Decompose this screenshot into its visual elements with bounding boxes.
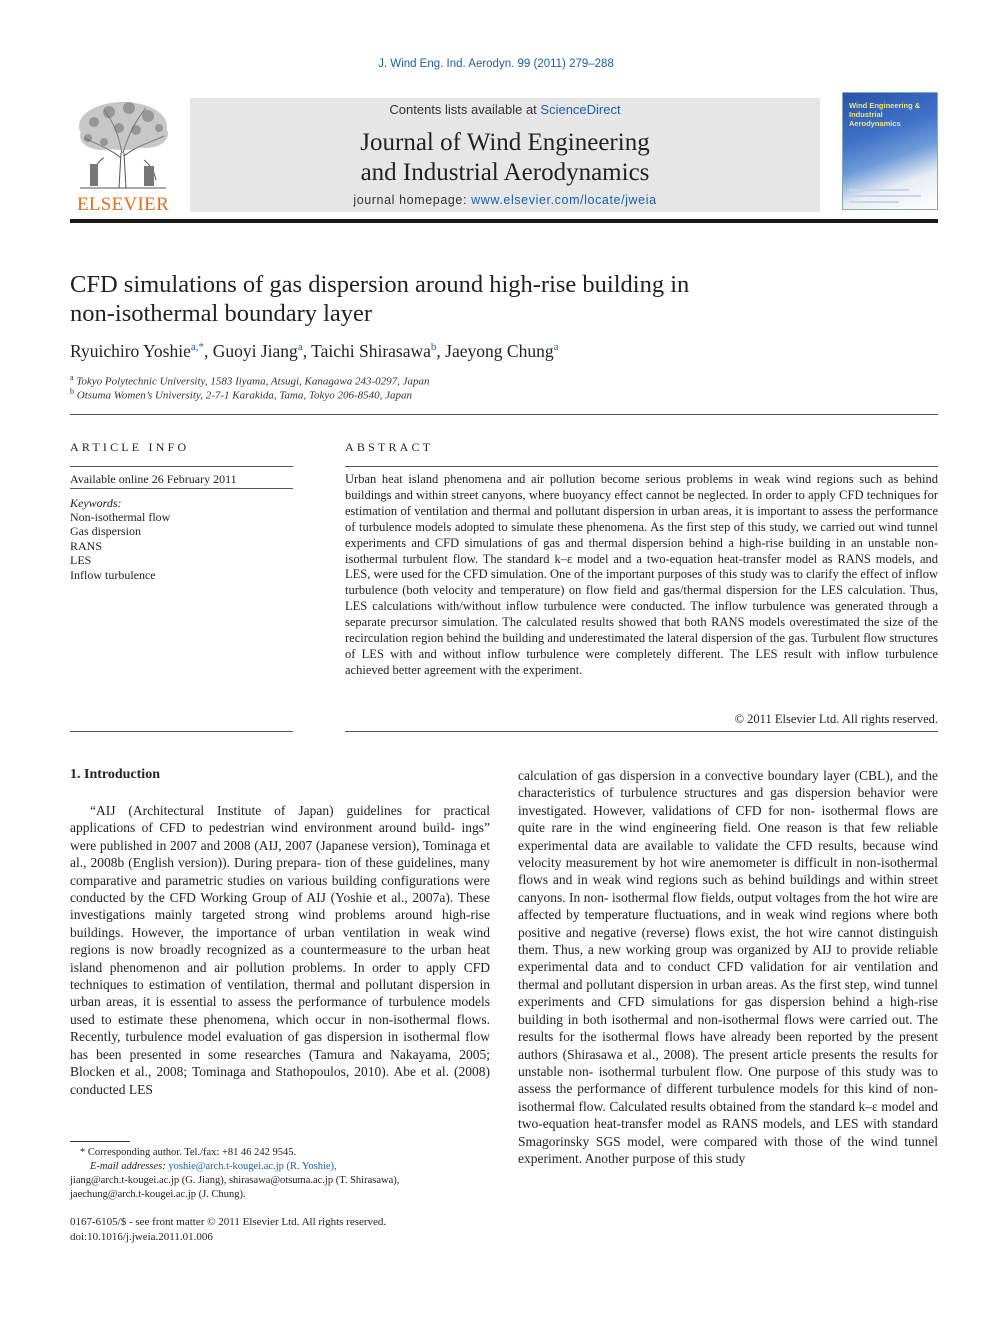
keywords-label: Keywords: (70, 496, 122, 510)
body-line: anemometer is difficult in non-isothermal flows and in weak wind (518, 855, 939, 888)
author-separator: , (203, 341, 213, 361)
abstract-line: the CFD simulation. One of the important purposes of this study was to clarify the effect of inflow (444, 567, 939, 582)
abstract-line: Urban heat island phenomena and air pollution become serious problems in weak wind regions such as (345, 472, 899, 486)
body-line: isothermal flows are quite rare in the wind engineering field. One (518, 802, 939, 836)
affiliation-text: Otsuma Women’s University, 2-7-1 Karakida, Tama, Tokyo 206-8540, Japan (76, 389, 413, 402)
body-line: dispersion in urban areas, it is essential to assess the performance of (70, 977, 491, 1010)
affiliation-text: Tokyo Polytechnic University, 1583 Iiyama, Atsugi, Kanagawa 243-0297, Japan (76, 375, 430, 388)
footnote-rule (70, 1141, 130, 1142)
keyword: RANS (70, 538, 103, 553)
body-line: researches (Tamura and Nakayama, 2005; Blocken et al., 2008; (70, 1046, 491, 1080)
contents-prefix: Contents lists available at (389, 102, 541, 117)
elsevier-logo[interactable] (70, 98, 176, 215)
author-separator: , (302, 341, 312, 361)
body-line: the performance of different turbulence models for this kind of non- (555, 1081, 938, 1097)
tree-logo-icon (74, 98, 172, 190)
journal-name-line1: Journal of Wind Engineering (360, 129, 650, 156)
body-line: Working Group of AIJ (Yoshie et al., 2007a). These investigations (70, 890, 490, 923)
body-line: positive and negative (reverse) flows exist, the hot wire cannot (518, 924, 874, 940)
keyword: Gas dispersion (70, 524, 141, 539)
body-line: isothermal flow. Calculated results obtained from the standard k–ε (518, 1098, 878, 1114)
body-line: “AIJ (Architectural Institute of Japan) guidelines for practical (90, 803, 490, 818)
body-line: mainly targeted strong wind problems around high-rise buildings. (70, 907, 490, 940)
author-name[interactable]: Taichi Shirasawa (311, 341, 431, 361)
cover-decor-line (849, 195, 921, 197)
cover-decor-line (849, 201, 899, 203)
email-link[interactable]: jiang@arch.t-kougei.ac.jp (G. Jiang), shirasawa@otsuma.ac.jp (T. Shirasawa), (70, 1175, 400, 1186)
abstract-line: thermal dispersion behind a high-rise building in an unstable non-isothermal turbulent flow. The (345, 535, 938, 566)
email-addresses (70, 1160, 500, 1174)
abstract-rule (345, 466, 938, 467)
author-affiliation-marker[interactable]: a (297, 341, 303, 354)
keyword: LES (70, 553, 92, 568)
introduction-right-column (518, 767, 938, 1167)
abstract-line: that both RANS models overestimated the size of the recirculation region behind the building and (345, 615, 938, 646)
body-line: applications of CFD to pedestrian wind environment around build- (70, 820, 456, 836)
article-title (70, 270, 870, 328)
body-line: by temperature fluctuations, and in weak wind regions where both (566, 907, 938, 923)
abstract-line: standard k–ε model and a two-equation heat-transfer model as RANS models, and LES, were used for (345, 551, 939, 582)
author-affiliation-marker[interactable]: b (430, 341, 437, 354)
article-info-heading: ARTICLE INFO (70, 440, 190, 454)
journal-homepage (190, 193, 820, 207)
body-line: turbulence models used to estimate these phenomena, which occur (70, 994, 490, 1027)
body-line: provide reliable experimental data and to conduct CFD validation for (518, 942, 939, 975)
body-line: the CFD results, because wind velocity measurement by hot wire (518, 837, 938, 871)
abstract-line: calculation. Thus, LES calculations with/without inflow turbulence were conducted. The inflow (345, 583, 939, 614)
body-line: non-isothermal flows were carried out. The results for the isothermal (518, 1011, 939, 1045)
abstract-line: turbulence (both velocity and temperature) on flow field and gas/thermal dispersion for the LES (345, 583, 844, 598)
abstract-heading: ABSTRACT (345, 440, 434, 454)
homepage-link[interactable]: www.elsevier.com/locate/jweia (471, 193, 657, 207)
body-line: those of the wind tunnel experiment. Another purpose of this study (518, 1133, 939, 1166)
body-line: air ventilation and thermal and pollutant dispersion in urban areas. (518, 959, 939, 992)
article-info-rule (70, 466, 293, 467)
author-affiliation-marker[interactable]: a (553, 341, 559, 354)
body-line: gas dispersion behind a high-rise building in both isothermal and (518, 994, 939, 1027)
article-title-line1: CFD simulations of gas dispersion around high-rise building in (70, 271, 690, 298)
corresponding-author-note: * Corresponding author. Tel./fax: +81 46 242 9545. (80, 1147, 297, 1158)
body-line: distinguish them. Thus, a new working group was organized by AIJ to (518, 924, 938, 958)
body-line: However, the importance of urban ventilation in weak wind regions (70, 924, 491, 958)
body-line: gas dispersion in isothermal flow has been presented in some (70, 1029, 491, 1062)
keyword: Non-isothermal flow (70, 510, 171, 524)
article-title-line2: non-isothermal boundary layer (70, 300, 373, 327)
cover-title: Wind Engineering & Industrial Aerodynamics (849, 101, 921, 128)
abstract-line: turbulence was generated through a separate precursor simulation. The calculated results showed (345, 599, 938, 630)
affiliation (70, 373, 930, 388)
doi-link[interactable]: doi:10.1016/j.jweia.2011.01.006 (70, 1231, 213, 1243)
email-link[interactable]: yoshie@arch.t-kougei.ac.jp (R. Yoshie), (168, 1161, 337, 1172)
abstract-line: behind buildings and within street canyons, where buoyancy effect cannot be neglected. In order to (345, 472, 939, 502)
sciencedirect-link[interactable]: ScienceDirect (540, 102, 621, 117)
author-name[interactable]: Ryuichiro Yoshie (70, 341, 191, 361)
author-list (70, 341, 930, 362)
keyword: Inflow turbulence (70, 567, 156, 582)
body-line: isothermal turbulent flow. One purpose of this study was to assess (518, 1063, 939, 1097)
header-divider (70, 414, 938, 415)
abstract-copyright: © 2011 Elsevier Ltd. All rights reserved. (734, 712, 938, 726)
body-line: ings” were published in 2007 and 2008 (AIJ, 2007 (Japanese (70, 820, 491, 853)
journal-band (190, 98, 820, 212)
contents-line (190, 102, 820, 117)
body-line: reason is that few reliable experimental data are available to validate (518, 820, 938, 853)
body-line: calculation of gas dispersion in a convective boundary layer (CBL), (518, 768, 894, 783)
abstract-line: inflow turbulence were completely different. The LES result with inflow turbulence achieved better (345, 646, 938, 677)
body-line: regions such as behind buildings and within street canyons. In non- (518, 872, 939, 905)
abstract-rule (345, 731, 938, 732)
abstract-body (345, 472, 938, 679)
journal-name (190, 128, 820, 188)
publisher-name: ELSEVIER (76, 194, 170, 215)
body-line: isothermal flow fields, output voltages from the hot wire are affected (518, 889, 939, 923)
abstract-line: apply CFD techniques for estimation of ventilation and thermal and pollutant dispersion in urban areas, (345, 487, 938, 518)
issn-line: 0167-6105/$ - see front matter © 2011 Elsevier Ltd. All rights reserved. (70, 1216, 387, 1228)
abstract-line: agreement with the experiment. (424, 662, 583, 677)
body-line: model and two-equation heat-transfer model as RANS models, and (518, 1098, 938, 1132)
body-line: on various building configurations were conducted by the CFD (70, 872, 490, 906)
body-line: version), Tominaga et al., 2008b (English version)). During prepara- (70, 837, 490, 871)
keyword-list (70, 510, 293, 582)
masthead-rule (70, 219, 938, 223)
section-heading-introduction: 1. Introduction (70, 767, 160, 782)
masthead (70, 90, 938, 214)
body-line: Tominaga and Stathopoulos, 2010). Abe et al. (2008) conducted LES (70, 1064, 490, 1097)
author-separator: , (436, 341, 446, 361)
body-line: flows have already been reported by the present authors (Shirasawa (518, 1029, 939, 1062)
article-info-rule (70, 731, 293, 732)
email-label: E-mail addresses: (90, 1161, 166, 1172)
affiliation-marker: a (70, 373, 74, 382)
article-info-rule (70, 488, 293, 489)
journal-citation[interactable]: J. Wind Eng. Ind. Aerodyn. 99 (2011) 279–288 (378, 58, 614, 70)
introduction-left-column (70, 802, 490, 1098)
body-line: As the first step, wind tunnel experiments and CFD simulations for (518, 976, 938, 1010)
abstract-line: underestimated the lateral dispersion of the gas. Turbulent flow structures of LES with and without (345, 631, 939, 661)
author-affiliation-marker[interactable]: a,* (190, 341, 204, 354)
author-name[interactable]: Jaeyong Chung (445, 341, 554, 361)
body-line: is now broadly recognized as a countermeasure to the urban heat (115, 942, 490, 958)
body-line: LES with standard Smagorinsky SGS model, were compared with (518, 1116, 938, 1149)
affiliation (70, 387, 930, 402)
body-line: tion of these guidelines, many comparative and parametric studies (70, 855, 490, 888)
body-line: CFD techniques to estimation of ventilation, thermal and pollutant (70, 959, 490, 993)
abstract-line: it is important to assess the performance of turbulence models adopted to simulate these phenomena. (345, 503, 938, 534)
available-online-date: Available online 26 February 2011 (70, 472, 237, 486)
journal-name-line2: and Industrial Aerodynamics (360, 159, 650, 186)
body-line: in non-isothermal flows. Recently, turbulence model evaluation of (70, 1011, 491, 1045)
email-link[interactable]: jaechung@arch.t-kougei.ac.jp (J. Chung). (70, 1189, 246, 1200)
author-name[interactable]: Guoyi Jiang (212, 341, 298, 361)
affiliation-marker: b (70, 387, 74, 396)
body-line: behavior were investigated. However, validations of CFD for non- (518, 785, 939, 818)
body-line: and the characteristics of turbulence structures and gas dispersion (518, 768, 939, 801)
abstract-line: As the first step of this study, we carried out wind tunnel experiments and CFD simulations of gas and (345, 519, 939, 550)
body-line: island phenomenon and air pollution problems. In order to apply (70, 959, 457, 975)
body-line: et al., 2008). The present article presents the results for unstable non- (518, 1046, 939, 1079)
cover-decor-line (849, 189, 909, 191)
homepage-prefix: journal homepage: (353, 193, 472, 207)
journal-cover-thumbnail[interactable] (842, 92, 938, 210)
